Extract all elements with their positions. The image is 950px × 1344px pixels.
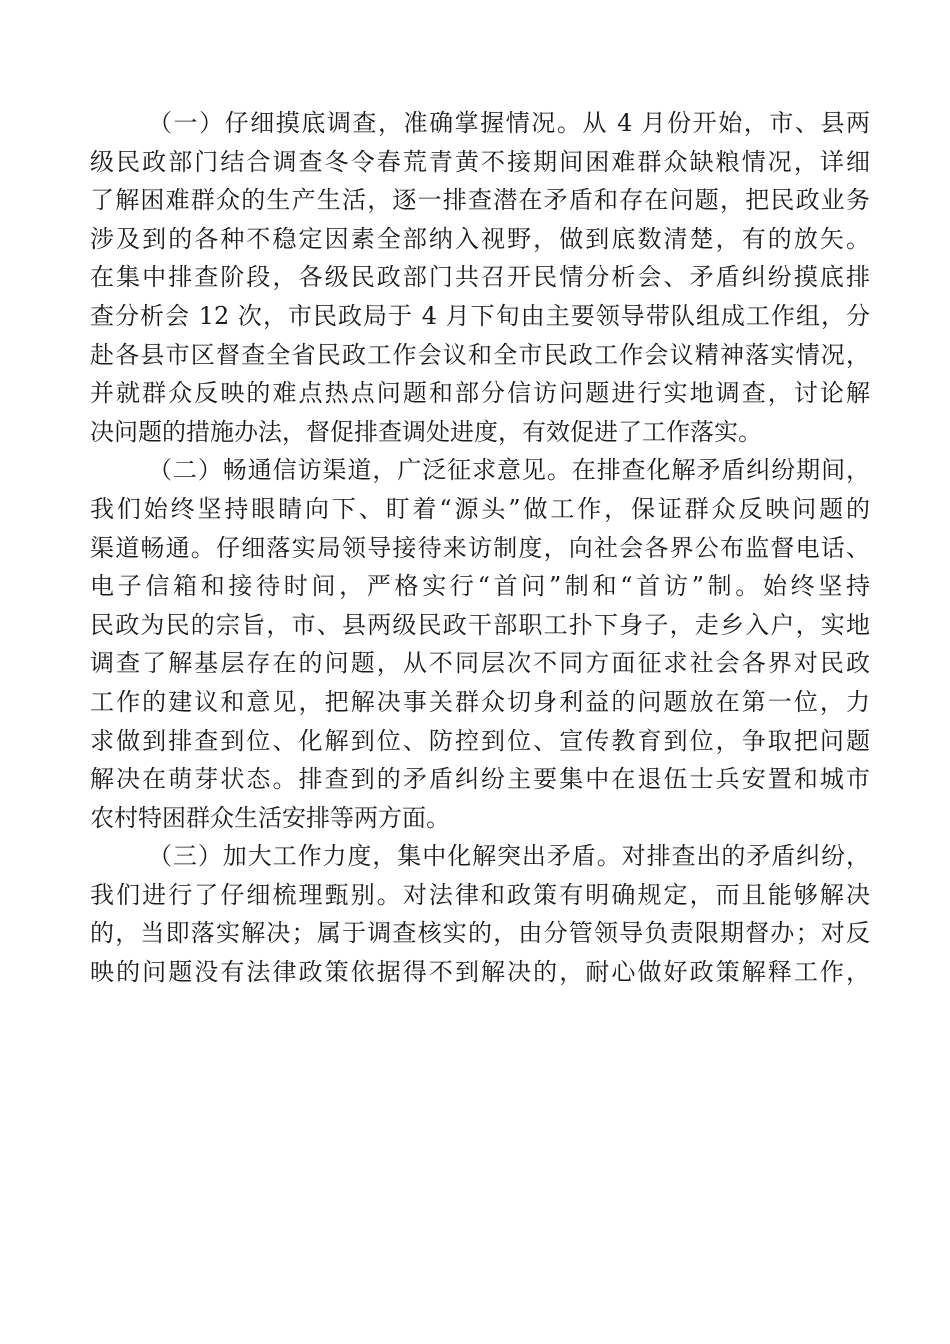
paragraph-line: （二）畅通信访渠道，广泛征求意见。在排查化解矛盾纠纷期间， (148, 456, 870, 485)
paragraph-line: 调查了解基层存在的问题，从不同层次不同方面征求社会各界对民政 (90, 649, 870, 678)
paragraph-line: 在集中排查阶段，各级民政部门共召开民情分析会、矛盾纠纷摸底排 (90, 263, 870, 292)
paragraph-line: 决问题的措施办法，督促排查调处进度，有效促进了工作落实。 (90, 417, 762, 446)
paragraph-line: 映的问题没有法律政策依据得不到解决的，耐心做好政策解释工作， (90, 958, 870, 987)
document-page (90, 104, 870, 992)
paragraph-line: 电子信箱和接待时间，严格实行“首问”制和“首访”制。始终坚持 (90, 572, 870, 601)
paragraph-line: （三）加大工作力度，集中化解突出矛盾。对排查出的矛盾纠纷， (148, 842, 870, 871)
paragraph-line: 我们进行了仔细梳理甄别。对法律和政策有明确规定，而且能够解决 (90, 880, 870, 909)
paragraph-line: 渠道畅通。仔细落实局领导接待来访制度，向社会各界公布监督电话、 (90, 533, 870, 562)
paragraph-line: 工作的建议和意见，把解决事关群众切身利益的问题放在第一位，力 (90, 687, 870, 716)
paragraph-line: 民政为民的宗旨，市、县两级民政干部职工扑下身子，走乡入户，实地 (90, 610, 870, 639)
paragraph-line: 解决在萌芽状态。排查到的矛盾纠纷主要集中在退伍士兵安置和城市 (90, 765, 870, 794)
paragraph-line: 查分析会 12 次，市民政局于 4 月下旬由主要领导带队组成工作组，分 (90, 301, 870, 330)
paragraph-1 (90, 104, 870, 451)
paragraph-line: 农村特困群众生活安排等两方面。 (90, 803, 450, 832)
paragraph-line: 并就群众反映的难点热点问题和部分信访问题进行实地调查，讨论解 (90, 379, 870, 408)
paragraph-line: 级民政部门结合调查冬令春荒青黄不接期间困难群众缺粮情况，详细 (90, 147, 870, 176)
paragraph-line: （一）仔细摸底调查，准确掌握情况。从 4 月份开始，市、县两 (148, 109, 870, 137)
paragraph-2 (90, 451, 870, 837)
paragraph-3 (90, 837, 870, 991)
paragraph-line: 的，当即落实解决；属于调查核实的，由分管领导负责限期督办；对反 (90, 919, 870, 948)
paragraph-line: 赴各县市区督查全省民政工作会议和全市民政工作会议精神落实情况， (90, 340, 870, 369)
paragraph-line: 了解困难群众的生产生活，逐一排查潜在矛盾和存在问题，把民政业务 (90, 186, 870, 215)
paragraph-line: 我们始终坚持眼睛向下、盯着“源头”做工作，保证群众反映问题的 (90, 494, 870, 523)
paragraph-line: 求做到排查到位、化解到位、防控到位、宣传教育到位，争取把问题 (90, 726, 870, 755)
paragraph-line: 涉及到的各种不稳定因素全部纳入视野，做到底数清楚，有的放矢。 (90, 224, 870, 253)
